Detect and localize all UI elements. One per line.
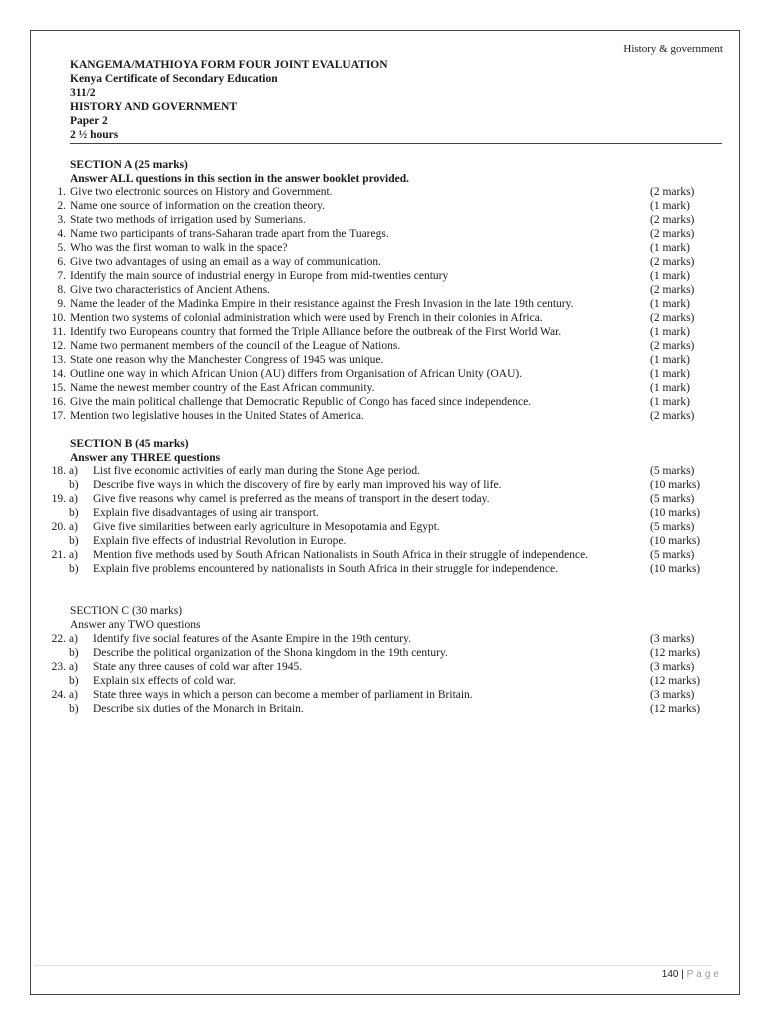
question-row: [36, 646, 712, 660]
question-number: 9.: [57, 298, 66, 310]
question-text: Describe the political organization of the Shona kingdom in the 19th century.: [93, 647, 448, 659]
question-row: [36, 367, 712, 381]
question-number: 14.: [51, 368, 66, 380]
question-row: [36, 660, 712, 674]
question-row: [36, 395, 712, 409]
question-row: [36, 506, 712, 520]
question-text: Name two permanent members of the council of the League of Nations.: [70, 340, 401, 352]
page-number-value: 140: [661, 969, 679, 980]
question-row: [36, 534, 712, 548]
exam-header: [70, 58, 722, 144]
question-text: Mention five methods used by South African Nationalists in South Africa in their struggle of independence.: [93, 549, 589, 561]
question-text: Identify two Europeans country that formed the Triple Alliance before the outbreak of the First World War.: [70, 326, 562, 338]
question-row: [36, 297, 712, 311]
question-marks: (2 marks): [650, 256, 695, 268]
question-marks: (5 marks): [650, 465, 695, 477]
question-part: b): [69, 703, 79, 715]
question-row: [36, 520, 712, 534]
question-text: Name one source of information on the creation theory.: [70, 200, 326, 212]
question-text: Outline one way in which African Union (AU) differs from Organisation of African Unity (OAU).: [70, 368, 523, 380]
question-marks: (2 marks): [650, 228, 695, 240]
question-row: [36, 353, 712, 367]
question-marks: (2 marks): [650, 284, 695, 296]
question-row: [36, 213, 712, 227]
question-number: 6.: [57, 256, 66, 268]
section-b-questions: [36, 464, 712, 576]
question-number: 24.: [51, 689, 66, 701]
question-part: b): [69, 563, 79, 575]
page-number: [662, 969, 722, 980]
question-marks: (1 mark): [650, 382, 690, 394]
question-row: [36, 311, 712, 325]
question-marks: (3 marks): [650, 689, 695, 701]
question-marks: (1 mark): [650, 200, 690, 212]
question-row: [36, 409, 712, 423]
question-row: [36, 688, 712, 702]
header-duration: 2 ½ hours: [70, 129, 119, 141]
question-row: [36, 562, 712, 576]
section-c-title: SECTION C (30 marks): [70, 605, 183, 617]
section-a-instruction: Answer ALL questions in this section in the answer booklet provided.: [70, 173, 409, 185]
header-subject: HISTORY AND GOVERNMENT: [70, 101, 238, 113]
question-part: b): [69, 507, 79, 519]
question-row: [36, 548, 712, 562]
question-row: [36, 381, 712, 395]
question-text: Explain five effects of industrial Revolution in Europe.: [93, 535, 347, 547]
question-marks: (1 mark): [650, 326, 690, 338]
question-row: [36, 185, 712, 199]
question-part: a): [69, 633, 78, 645]
header-title: KANGEMA/MATHIOYA FORM FOUR JOINT EVALUATION: [70, 59, 388, 71]
question-row: [36, 241, 712, 255]
question-text: Identify the main source of industrial energy in Europe from mid-twenties century: [70, 270, 449, 282]
question-number: 13.: [51, 354, 66, 366]
question-marks: (10 marks): [650, 479, 701, 491]
question-marks: (5 marks): [650, 549, 695, 561]
header-certificate: Kenya Certificate of Secondary Education: [70, 73, 278, 85]
question-marks: (5 marks): [650, 493, 695, 505]
question-number: 17.: [51, 410, 66, 422]
question-marks: (3 marks): [650, 661, 695, 673]
question-text: Mention two systems of colonial administration which were used by French in their colonies in Africa.: [70, 312, 543, 324]
question-text: Give five reasons why camel is preferred as the means of transport in the desert today.: [93, 493, 490, 505]
question-number: 22.: [51, 633, 66, 645]
question-marks: (1 mark): [650, 354, 690, 366]
question-number: 2.: [57, 200, 66, 212]
question-marks: (12 marks): [650, 647, 701, 659]
running-head: History & government: [623, 43, 723, 55]
question-number: 7.: [57, 270, 66, 282]
question-marks: (2 marks): [650, 186, 695, 198]
question-number: 15.: [51, 382, 66, 394]
question-row: [36, 478, 712, 492]
question-text: Give the main political challenge that Democratic Republic of Congo has faced since independence.: [70, 396, 532, 408]
question-text: Explain five problems encountered by nationalists in South Africa in their struggle for independence.: [93, 563, 558, 575]
question-number: 5.: [57, 242, 66, 254]
question-row: [36, 492, 712, 506]
question-text: State two methods of irrigation used by Sumerians.: [70, 214, 306, 226]
question-row: [36, 255, 712, 269]
question-number: 1.: [57, 186, 66, 198]
question-marks: (2 marks): [650, 312, 695, 324]
question-part: a): [69, 549, 78, 561]
question-row: [36, 269, 712, 283]
question-text: Give two characteristics of Ancient Athens.: [70, 284, 270, 296]
section-a-title: SECTION A (25 marks): [70, 159, 188, 171]
question-part: a): [69, 465, 78, 477]
question-number: 3.: [57, 214, 66, 226]
question-number: 20.: [51, 521, 66, 533]
question-part: a): [69, 521, 78, 533]
question-text: Explain five disadvantages of using air transport.: [93, 507, 319, 519]
page-label: Page: [686, 969, 722, 980]
question-text: Describe six duties of the Monarch in Britain.: [93, 703, 304, 715]
section-c-instruction: Answer any TWO questions: [70, 619, 201, 631]
question-row: [36, 283, 712, 297]
question-row: [36, 339, 712, 353]
header-code: 311/2: [70, 87, 96, 99]
question-part: a): [69, 661, 78, 673]
question-number: 21.: [51, 549, 66, 561]
question-text: Describe five ways in which the discovery of fire by early man improved his way of life.: [93, 479, 502, 491]
question-text: State any three causes of cold war after 1945.: [93, 661, 303, 673]
question-text: Give five similarities between early agriculture in Mesopotamia and Egypt.: [93, 521, 440, 533]
question-part: b): [69, 647, 79, 659]
question-marks: (10 marks): [650, 535, 701, 547]
question-text: Name the newest member country of the East African community.: [70, 382, 375, 394]
question-text: Give two advantages of using an email as a way of communication.: [70, 256, 382, 268]
question-number: 19.: [51, 493, 66, 505]
question-number: 8.: [57, 284, 66, 296]
question-row: [36, 702, 712, 716]
question-text: Give two electronic sources on History and Government.: [70, 186, 333, 198]
question-row: [36, 464, 712, 478]
section-b-instruction: Answer any THREE questions: [70, 452, 221, 464]
question-number: 12.: [51, 340, 66, 352]
question-text: Mention two legislative houses in the United States of America.: [70, 410, 364, 422]
question-marks: (2 marks): [650, 214, 695, 226]
question-row: [36, 325, 712, 339]
question-marks: (10 marks): [650, 563, 701, 575]
question-number: 16.: [51, 396, 66, 408]
section-a-questions: [36, 185, 712, 423]
question-part: b): [69, 535, 79, 547]
question-part: b): [69, 479, 79, 491]
question-text: Explain six effects of cold war.: [93, 675, 236, 687]
question-marks: (10 marks): [650, 507, 701, 519]
question-marks: (5 marks): [650, 521, 695, 533]
section-b-title: SECTION B (45 marks): [70, 438, 189, 450]
question-marks: (2 marks): [650, 340, 695, 352]
footer-rule: [34, 965, 712, 966]
question-marks: (12 marks): [650, 703, 701, 715]
question-number: 10.: [51, 312, 66, 324]
header-paper: Paper 2: [70, 115, 108, 127]
question-row: [36, 674, 712, 688]
question-part: a): [69, 689, 78, 701]
page-number-separator: |: [681, 969, 684, 980]
question-marks: (2 marks): [650, 410, 695, 422]
question-text: Name the leader of the Madinka Empire in their resistance against the Fresh Invasion in the late 19th century.: [70, 298, 574, 310]
section-c-questions: [36, 632, 712, 716]
question-marks: (3 marks): [650, 633, 695, 645]
question-part: a): [69, 493, 78, 505]
question-marks: (1 mark): [650, 270, 690, 282]
question-text: Name two participants of trans-Saharan trade apart from the Tuaregs.: [70, 228, 389, 240]
question-number: 18.: [51, 465, 66, 477]
question-row: [36, 199, 712, 213]
question-marks: (1 mark): [650, 396, 690, 408]
question-marks: (1 mark): [650, 368, 690, 380]
question-row: [36, 227, 712, 241]
question-row: [36, 632, 712, 646]
question-marks: (1 mark): [650, 298, 690, 310]
question-marks: (1 mark): [650, 242, 690, 254]
question-text: List five economic activities of early man during the Stone Age period.: [93, 465, 421, 477]
question-part: b): [69, 675, 79, 687]
question-number: 4.: [57, 228, 66, 240]
question-marks: (12 marks): [650, 675, 701, 687]
question-text: State three ways in which a person can become a member of parliament in Britain.: [93, 689, 473, 701]
question-text: Who was the first woman to walk in the space?: [70, 242, 288, 254]
question-text: State one reason why the Manchester Congress of 1945 was unique.: [70, 354, 384, 366]
question-text: Identify five social features of the Asante Empire in the 19th century.: [93, 633, 411, 645]
question-number: 23.: [51, 661, 66, 673]
question-number: 11.: [52, 326, 66, 338]
